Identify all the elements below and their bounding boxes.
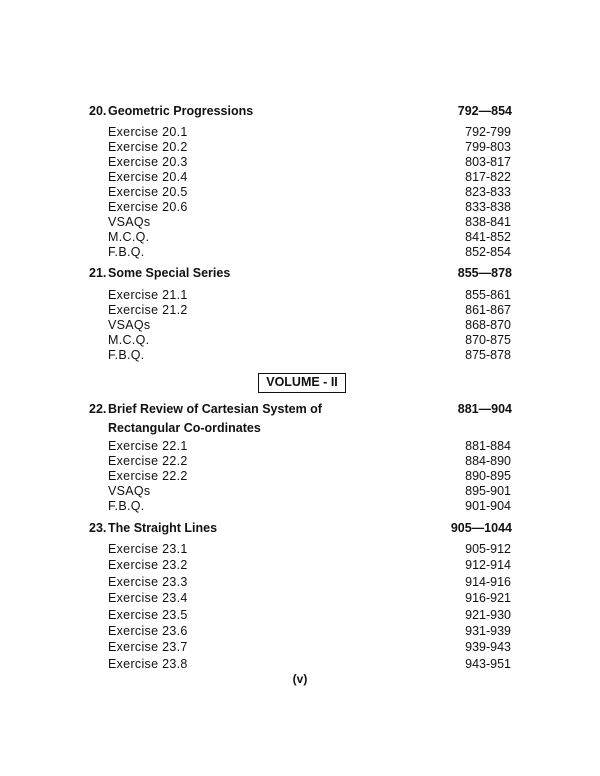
entry-label: VSAQs: [108, 215, 151, 229]
list-item: [108, 541, 511, 557]
entry-page-range: 792-799: [465, 125, 511, 139]
list-item: [108, 484, 511, 499]
entry-label: VSAQs: [108, 484, 151, 498]
entry-page-range: 931-939: [465, 623, 511, 638]
chapter-entries: [108, 541, 511, 672]
entry-label: M.C.Q.: [108, 230, 150, 244]
chapter-page-range: 881—904: [457, 402, 512, 416]
entry-label: Exercise 21.1: [108, 288, 188, 302]
entry-page-range: 855-861: [465, 288, 511, 302]
list-item: [108, 125, 511, 140]
chapter-title-line: Brief Review of Cartesian System of: [108, 402, 322, 416]
chapter-title-line: Rectangular Co-ordinates: [108, 421, 261, 435]
list-item: [108, 574, 511, 590]
list-item: [108, 499, 511, 514]
entry-page-range: 914-916: [465, 574, 511, 589]
list-item: [108, 245, 511, 260]
entry-page-range: 841-852: [465, 230, 511, 244]
entry-label: Exercise 23.1: [108, 542, 188, 556]
entry-label: Exercise 21.2: [108, 303, 188, 317]
list-item: [108, 656, 511, 672]
list-item: [108, 303, 511, 318]
entry-label: Exercise 22.2: [108, 469, 188, 483]
chapter-title: Geometric Progressions: [108, 104, 254, 118]
entry-label: Exercise 23.5: [108, 607, 188, 622]
list-item: [108, 215, 511, 230]
list-item: [108, 439, 511, 454]
chapter-number: 23.: [89, 521, 107, 535]
entry-page-range: 838-841: [465, 215, 511, 229]
entry-page-range: 868-870: [465, 318, 511, 332]
entry-label: Exercise 22.2: [108, 454, 188, 468]
page-number: (v): [292, 672, 308, 686]
entry-page-range: 861-867: [465, 303, 511, 317]
entry-page-range: 823-833: [465, 185, 511, 199]
entry-page-range: 881-884: [465, 439, 511, 453]
entry-page-range: 799-803: [465, 140, 511, 154]
list-item: [108, 623, 511, 639]
list-item: [108, 200, 511, 215]
chapter-title: Some Special Series: [108, 266, 231, 280]
entry-label: Exercise 23.7: [108, 640, 188, 655]
entry-label: Exercise 23.6: [108, 623, 188, 638]
entry-page-range: 895-901: [465, 484, 511, 498]
entry-label: M.C.Q.: [108, 333, 150, 347]
entry-label: Exercise 23.2: [108, 558, 188, 573]
entry-label: Exercise 20.6: [108, 200, 188, 214]
chapter-entries: [108, 125, 511, 260]
entry-label: Exercise 20.2: [108, 140, 188, 154]
entry-page-range: 939-943: [465, 640, 511, 655]
list-item: [108, 557, 511, 573]
entry-page-range: 817-822: [465, 170, 511, 184]
entry-page-range: 916-921: [465, 591, 511, 606]
entry-label: F.B.Q.: [108, 348, 145, 362]
list-item: [108, 348, 511, 363]
entry-label: Exercise 23.3: [108, 574, 188, 589]
entry-page-range: 870-875: [465, 333, 511, 347]
entry-page-range: 803-817: [465, 155, 511, 169]
entry-label: Exercise 23.8: [108, 656, 188, 671]
chapter-number: 20.: [89, 104, 107, 118]
entry-page-range: 875-878: [465, 348, 511, 362]
entry-label: Exercise 20.5: [108, 185, 188, 199]
list-item: [108, 230, 511, 245]
entry-label: Exercise 20.4: [108, 170, 188, 184]
entry-page-range: 912-914: [465, 558, 511, 573]
chapter-number: 21.: [89, 266, 107, 280]
list-item: [108, 318, 511, 333]
entry-page-range: 852-854: [465, 245, 511, 259]
list-item: [108, 590, 511, 606]
entry-label: F.B.Q.: [108, 499, 145, 513]
entry-label: Exercise 23.4: [108, 591, 188, 606]
list-item: [108, 454, 511, 469]
list-item: [108, 607, 511, 623]
chapter-title: The Straight Lines: [108, 521, 218, 535]
chapter-entries: [108, 439, 511, 514]
volume-heading: VOLUME - II: [258, 373, 346, 393]
chapter-entries: [108, 288, 511, 363]
list-item: [108, 639, 511, 655]
entry-page-range: 901-904: [465, 499, 511, 513]
list-item: [108, 288, 511, 303]
entry-page-range: 890-895: [465, 469, 511, 483]
list-item: [108, 170, 511, 185]
list-item: [108, 333, 511, 348]
entry-page-range: 943-951: [465, 656, 511, 671]
entry-label: F.B.Q.: [108, 245, 145, 259]
entry-label: Exercise 20.1: [108, 125, 188, 139]
entry-page-range: 905-912: [465, 542, 511, 556]
chapter-page-range: 905—1044: [450, 521, 512, 535]
chapter-page-range: 855—878: [457, 266, 512, 280]
entry-page-range: 884-890: [465, 454, 511, 468]
list-item: [108, 140, 511, 155]
list-item: [108, 155, 511, 170]
chapter-page-range: 792—854: [457, 104, 512, 118]
chapter-number: 22.: [89, 402, 107, 416]
list-item: [108, 469, 511, 484]
entry-label: Exercise 22.1: [108, 439, 188, 453]
entry-page-range: 921-930: [465, 607, 511, 622]
chapter-title: [108, 400, 408, 437]
list-item: [108, 185, 511, 200]
entry-label: VSAQs: [108, 318, 151, 332]
entry-label: Exercise 20.3: [108, 155, 188, 169]
entry-page-range: 833-838: [465, 200, 511, 214]
